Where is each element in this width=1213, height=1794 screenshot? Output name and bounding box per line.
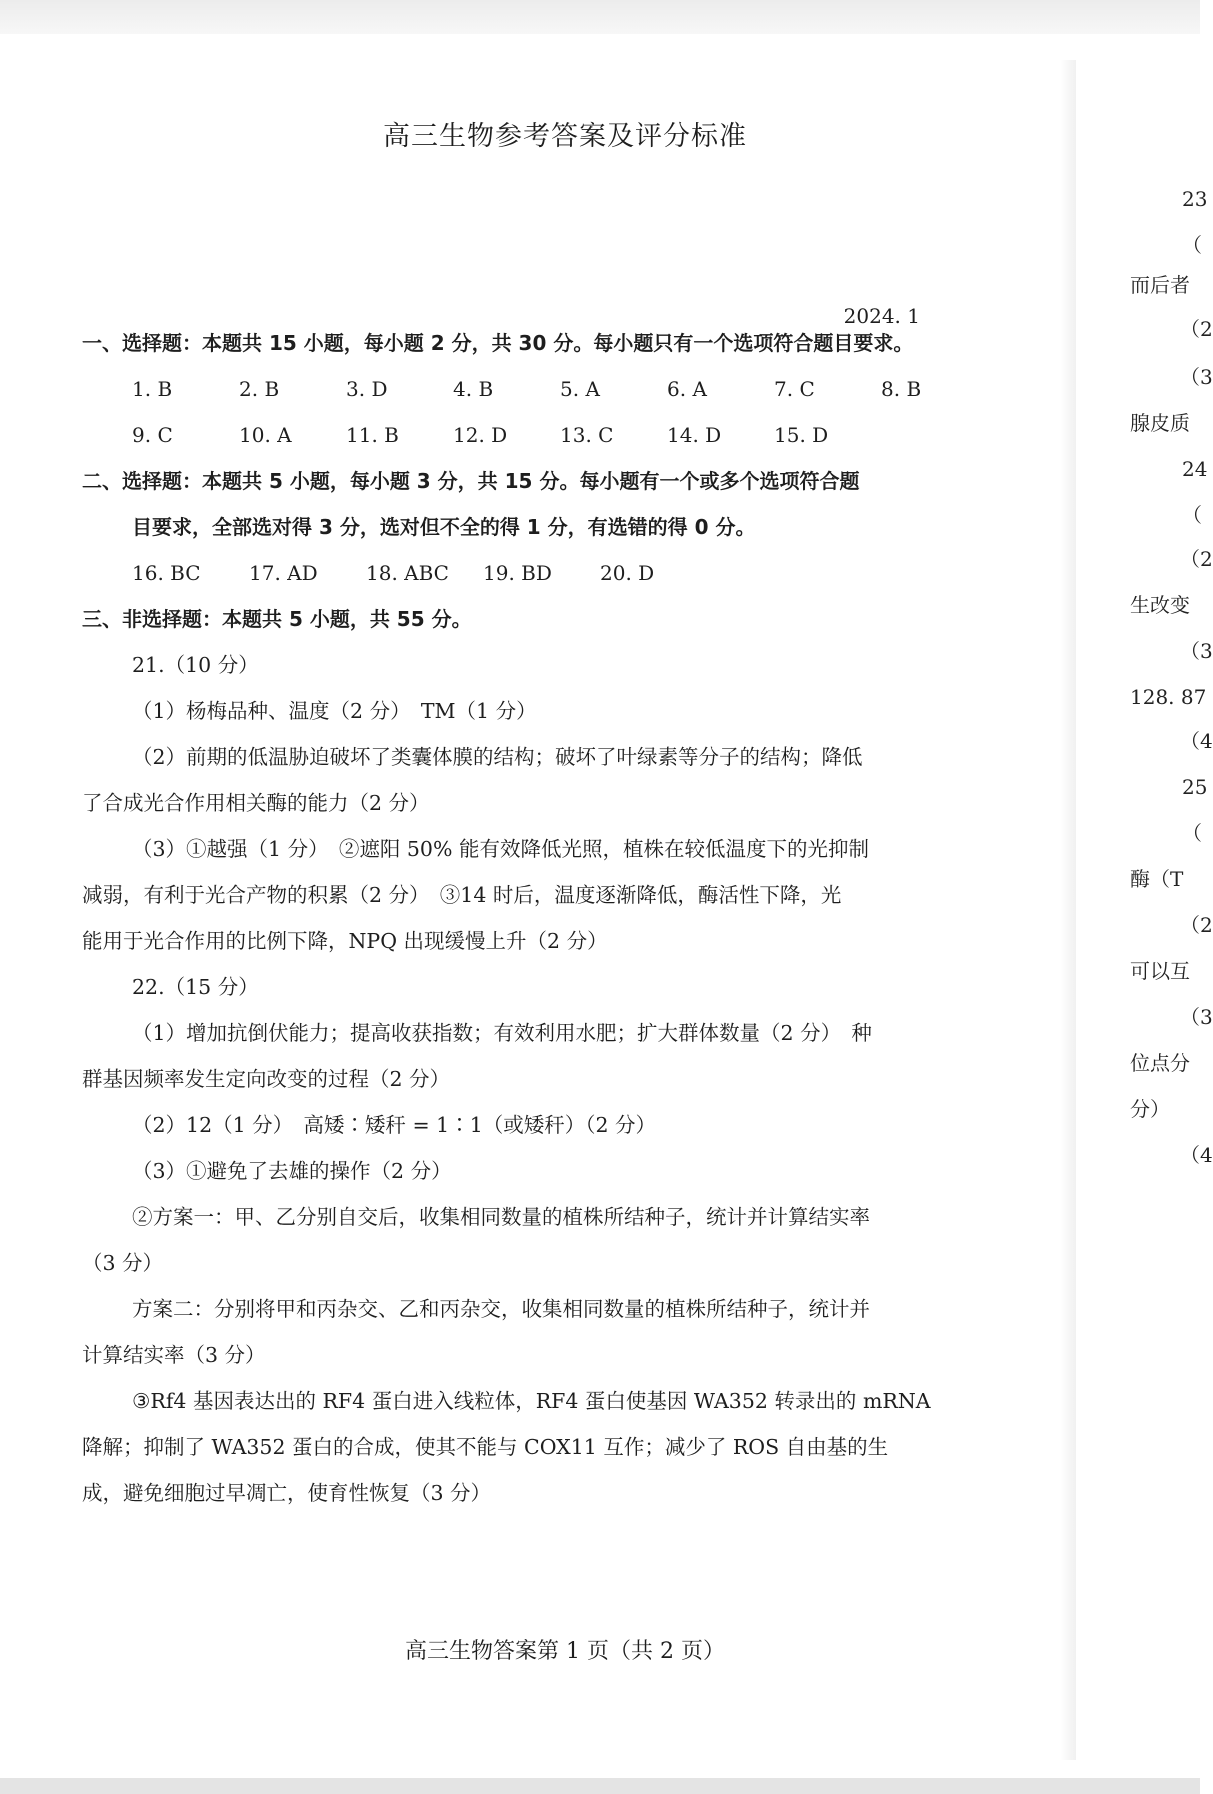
fragment-text: （2 [1180,913,1213,937]
fragment-text: （3 [1180,365,1213,389]
q21-part2-line1: （2）前期的低温胁迫破坏了类囊体膜的结构；破坏了叶绿素等分子的结构；降低 [132,745,863,769]
section1-answers-row1 [132,366,988,412]
fragment-text: （4 [1180,729,1213,753]
q22-part2: （2）12（1 分） 高矮∶矮秆 = 1∶1（或矮秆）（2 分） [132,1113,657,1137]
fragment-text: 可以互 [1130,959,1190,983]
answer-item: 15. D [774,423,829,447]
q22-part6-line2: 降解；抑制了 WA352 蛋白的合成，使其不能与 COX11 互作；减少了 ROS 自由基的生 [82,1435,889,1459]
section2-answers-row [132,550,717,596]
fragment-text: （3 [1180,1005,1213,1029]
q22-part6-line1: ③Rf4 基因表达出的 RF4 蛋白进入线粒体，RF4 蛋白使基因 WA352 转录出的 mRNA [132,1389,931,1413]
section2-heading-line1: 二、选择题：本题共 5 小题，每小题 3 分，共 15 分。每小题有一个或多个选项符合题 [82,469,860,493]
answer-item: 14. D [667,423,722,447]
fragment-text: 128. 87 [1130,685,1207,709]
fragment-text: （2 [1180,547,1213,571]
answer-item: 10. A [239,423,292,447]
fragment-text: （ [1182,233,1202,257]
fragment-text: 25 [1182,775,1208,799]
q22-plan1-line1: ②方案一：甲、乙分别自交后，收集相同数量的植株所结种子，统计并计算结实率 [132,1205,870,1229]
answer-item: 20. D [600,561,655,585]
fragment-text: （2 [1180,317,1213,341]
answer-item: 16. BC [132,561,201,585]
fragment-text: 位点分 [1130,1051,1190,1075]
answer-item: 13. C [560,423,614,447]
q22-part6-line3: 成，避免细胞过早凋亡，使育性恢复（3 分） [82,1481,492,1505]
answer-item: 8. B [881,377,922,401]
answer-item: 19. BD [483,561,552,585]
answer-item: 1. B [132,377,173,401]
answer-item: 7. C [774,377,815,401]
q22-plan1-line2: （3 分） [82,1251,164,1275]
answer-item: 6. A [667,377,707,401]
q22-part1-line2: 群基因频率发生定向改变的过程（2 分） [82,1067,451,1091]
top-edge-strip [0,0,1200,34]
q21-part3-line2: 减弱，有利于光合产物的积累（2 分） ③14 时后，温度逐渐降低，酶活性下降，光 [82,883,842,907]
answer-item: 3. D [346,377,388,401]
answer-item: 18. ABC [366,561,449,585]
answer-item: 9. C [132,423,173,447]
document-page [0,34,1065,1778]
fragment-text: 酶（T [1130,867,1184,891]
q22-label: 22.（15 分） [132,975,259,999]
page-footer: 高三生物答案第 1 页（共 2 页） [405,1639,725,1664]
answer-item: 2. B [239,377,280,401]
q21-part3-line1: （3）①越强（1 分） ②遮阳 50% 能有效降低光照，植株在较低温度下的光抑制 [132,837,869,861]
fragment-text: 分） [1130,1097,1170,1121]
answer-item: 4. B [453,377,494,401]
q22-plan2-line2: 计算结实率（3 分） [82,1343,266,1367]
answer-item: 5. A [560,377,600,401]
section2-heading-line2: 目要求，全部选对得 3 分，选对但不全的得 1 分，有选错的得 0 分。 [132,515,756,539]
section1-heading: 一、选择题：本题共 15 小题，每小题 2 分，共 30 分。每小题只有一个选项符合题目要求。 [82,331,914,355]
page-title: 高三生物参考答案及评分标准 [383,121,747,152]
fragment-text: （4 [1180,1143,1213,1167]
answer-item: 11. B [346,423,399,447]
answer-item: 17. AD [249,561,318,585]
section1-answers-row2 [132,412,881,458]
q22-plan2-line1: 方案二：分别将甲和丙杂交、乙和丙杂交，收集相同数量的植株所结种子，统计并 [132,1297,870,1321]
q21-part3-line3: 能用于光合作用的比例下降，NPQ 出现缓慢上升（2 分） [82,929,608,953]
document-date: 2024. 1 [843,304,920,328]
fragment-text: 生改变 [1130,593,1190,617]
fragment-text: 而后者 [1130,273,1190,297]
q21-label: 21.（10 分） [132,653,259,677]
bottom-edge-strip [0,1778,1200,1794]
answer-item: 12. D [453,423,508,447]
fragment-text: 24 [1182,457,1208,481]
q21-part2-line2: 了合成光合作用相关酶的能力（2 分） [82,791,430,815]
fragment-text: （3 [1180,639,1213,663]
q22-part3: （3）①避免了去雄的操作（2 分） [132,1159,452,1183]
q21-part1: （1）杨梅品种、温度（2 分） TM（1 分） [132,699,537,723]
fragment-text: （ [1182,503,1202,527]
q22-part1-line1: （1）增加抗倒伏能力；提高收获指数；有效利用水肥；扩大群体数量（2 分） 种 [132,1021,872,1045]
fragment-text: 23 [1182,187,1208,211]
fragment-text: 腺皮质 [1130,411,1190,435]
section3-heading: 三、非选择题：本题共 5 小题，共 55 分。 [82,607,472,631]
fragment-text: （ [1182,821,1202,845]
